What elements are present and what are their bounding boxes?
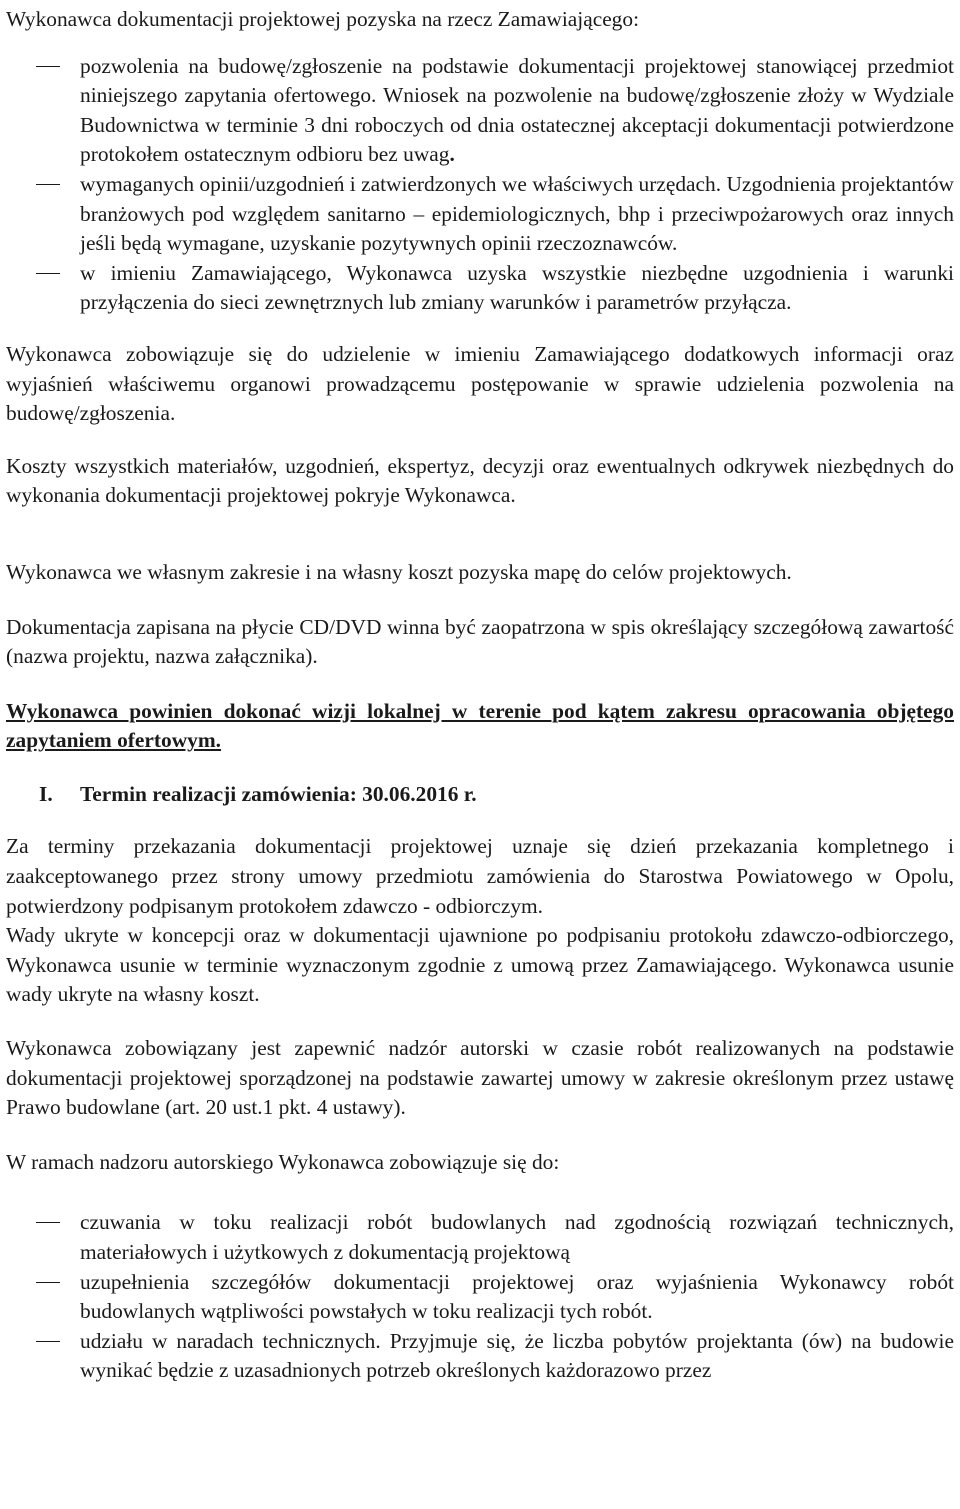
dash-bullet-icon: [36, 184, 60, 185]
site-visit-paragraph: Wykonawca powinien dokonać wizji lokalnej w terenie pod kątem zakresu opracowania objętego zapytaniem ofertowym.: [6, 698, 954, 753]
list-item: [6, 1327, 954, 1386]
dash-bullet-icon: [36, 1341, 60, 1342]
dash-bullet-icon: [36, 1222, 60, 1223]
supervision-paragraph: Wykonawca zobowiązany jest zapewnić nadzór autorski w czasie robót realizowanych na podstawie dokumentacji projektowej sporządzonej na podstawie zawartej umowy w zakresie określonym przez ustawę Prawo budowlane (art. 20 ust.1 pkt. 4 ustawy).: [6, 1036, 954, 1120]
terms-paragraph: Za terminy przekazania dokumentacji projektowej uznaje się dzień przekazania kompletnego i zaakceptowanego przez strony umowy przedmiotu zamówienia do Starostwa Powiatowego w Opolu, potwierdzony podpisanym protokołem zdawczo - odbiorczym.: [6, 834, 954, 918]
section-number: I.: [39, 781, 53, 806]
cd-paragraph: Dokumentacja zapisana na płycie CD/DVD winna być zaopatrzona w spis określający szczegółową zawartość (nazwa projektu, nazwa załącznika).: [6, 614, 954, 669]
list-item-text: udziału w naradach technicznych. Przyjmuje się, że liczba pobytów projektanta (ów) na budowie wynikać będzie z uzasadnionych potrzeb określonych każdorazowo przez: [80, 1328, 954, 1383]
list-item: [6, 170, 954, 259]
list-item-text: w imieniu Zamawiającego, Wykonawca uzyska wszystkie niezbędne uzgodnienia i warunki przyłączenia do sieci zewnętrznych lub zmiany warunków i parametrów przyłącza.: [80, 260, 954, 315]
dash-bullet-icon: [36, 273, 60, 274]
list-item: [6, 1268, 954, 1327]
dash-bullet-icon: [36, 1282, 60, 1283]
obtain-list: [6, 52, 954, 318]
section-heading: [6, 780, 954, 810]
costs-paragraph: Koszty wszystkich materiałów, uzgodnień, ekspertyz, decyzji oraz ewentualnych odkrywek niezbędnych do wykonania dokumentacji projektowej pokryje Wykonawca.: [6, 453, 954, 508]
list-item-tail: .: [449, 142, 455, 167]
list-item: [6, 52, 954, 170]
section-title: Termin realizacji zamówienia: 30.06.2016 r.: [80, 781, 477, 806]
list-item: [6, 1208, 954, 1267]
map-paragraph: Wykonawca we własnym zakresie i na własny koszt pozyska mapę do celów projektowych.: [6, 559, 792, 584]
list-item-text: pozwolenia na budowę/zgłoszenie na podstawie dokumentacji projektowej stanowiącej przedmiot niniejszego zapytania ofertowego. Wniosek na pozwolenie na budowę/zgłoszenie złoży w Wydziale Budownictwa w terminie 3 dni roboczych od dnia ostatecznej akceptacji dokumentacji potwierdzone protokołem ostatecznym odbioru bez uwag: [80, 53, 954, 167]
document-page: [6, 0, 954, 1386]
dash-bullet-icon: [36, 66, 60, 67]
info-paragraph: Wykonawca zobowiązuje się do udzielenie w imieniu Zamawiającego dodatkowych informacji oraz wyjaśnień właściwemu organowi prowadzącemu postępowanie w sprawie udzielenia pozwolenia na budowę/zgłoszenia.: [6, 341, 954, 426]
list-item: [6, 259, 954, 318]
defects-paragraph: Wady ukryte w koncepcji oraz w dokumentacji ujawnione po podpisaniu protokołu zdawczo-odbiorczego, Wykonawca usunie w terminie wyznaczonym zgodnie z umową przez Zamawiającego. Wykonawca usunie wady ukryte na własny koszt.: [6, 923, 954, 1007]
list-item-text: uzupełnienia szczegółów dokumentacji projektowej oraz wyjaśnienia Wykonawcy robót budowlanych wątpliwości powstałych w toku realizacji tych robót.: [80, 1269, 954, 1324]
list-item-text: czuwania w toku realizacji robót budowlanych nad zgodnością rozwiązań technicznych, materiałowych i użytkowych z dokumentacją projektową: [80, 1210, 954, 1264]
list-item-text: wymaganych opinii/uzgodnień i zatwierdzonych we właściwych urzędach. Uzgodnienia projektantów branżowych pod względem sanitarno – epidemiologicznych, bhp i przeciwpożarowych oraz innych jeśli będą wymagane, uzyskanie pozytywnych opinii rzeczoznawców.: [80, 171, 954, 256]
supervision-list: [6, 1208, 954, 1386]
supervision-intro: W ramach nadzoru autorskiego Wykonawca zobowiązuje się do:: [6, 1149, 560, 1174]
intro-paragraph: Wykonawca dokumentacji projektowej pozyska na rzecz Zamawiającego:: [6, 7, 640, 31]
